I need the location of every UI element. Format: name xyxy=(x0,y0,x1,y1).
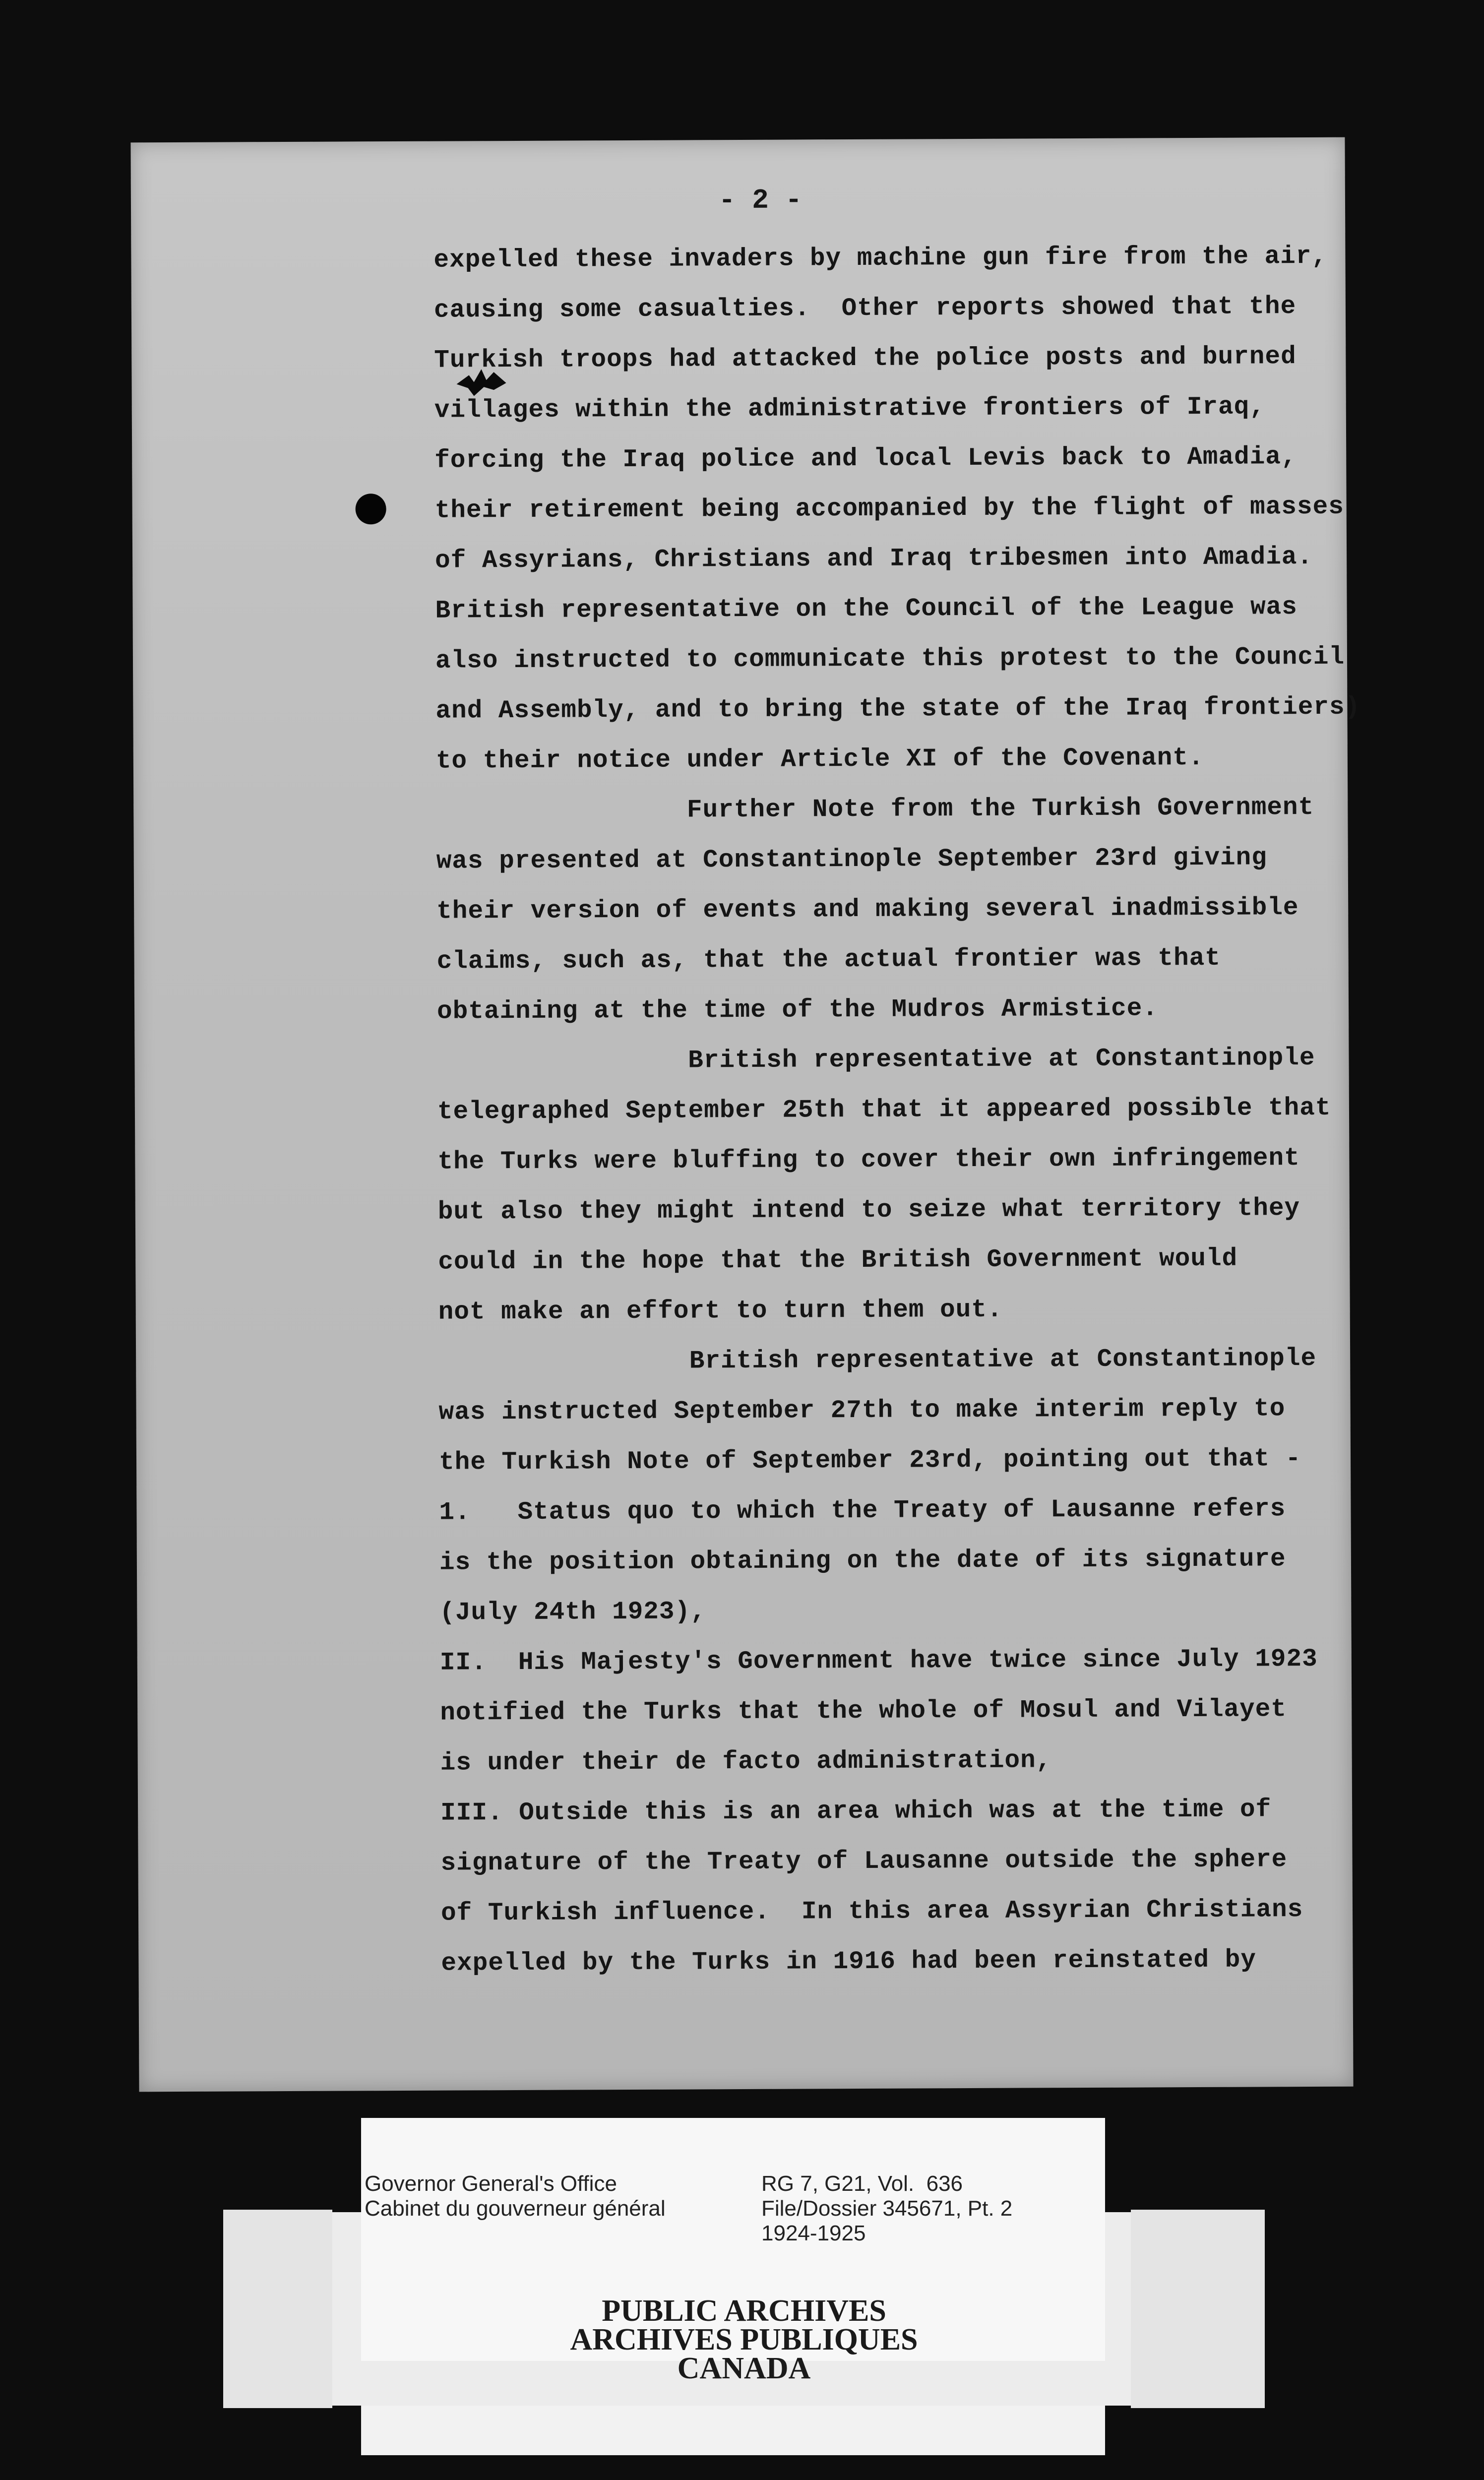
file-dossier-reference: File/Dossier 345671, Pt. 2 xyxy=(761,2196,1013,2221)
text-line: British representative at Constantinople xyxy=(437,1044,1315,1076)
record-group-reference: RG 7, G21, Vol. 636 xyxy=(761,2171,963,2196)
archives-stamp xyxy=(496,2296,992,2383)
text-line: their retirement being accompanied by the flight of masses xyxy=(434,493,1344,525)
text-line: 1. Status quo to which the Treaty of Lausanne refers xyxy=(439,1495,1286,1527)
text-line: villages within the administrative frontiers of Iraq, xyxy=(434,393,1265,425)
text-line: signature of the Treaty of Lausanne outside the sphere xyxy=(440,1846,1288,1878)
archive-label-tab-right xyxy=(1131,2210,1265,2408)
letter-body xyxy=(433,232,1361,1989)
text-line: II. His Majesty's Government have twice since July 1923 xyxy=(439,1645,1318,1677)
text-line: British representative at Constantinople xyxy=(438,1344,1317,1377)
text-line: Further Note from the Turkish Government xyxy=(436,793,1314,826)
text-line: not make an effort to turn them out. xyxy=(438,1296,1003,1327)
text-line: the Turkish Note of September 23rd, pointing out that - xyxy=(438,1445,1301,1477)
text-line: obtaining at the time of the Mudros Armistice. xyxy=(436,994,1159,1026)
page-number: - 2 - xyxy=(718,184,803,217)
text-line: British representative on the Council of the League was xyxy=(435,593,1298,625)
archive-label-bottom xyxy=(361,2406,1105,2455)
punch-hole xyxy=(356,494,386,524)
text-line: of Assyrians, Christians and Iraq tribesmen into Amadia. xyxy=(435,543,1313,575)
text-line: but also they might intend to seize what territory they xyxy=(437,1194,1300,1227)
text-line: and Assembly, and to bring the state of the Iraq frontiers) xyxy=(435,693,1361,726)
text-line: expelled these invaders by machine gun fire from the air, xyxy=(433,242,1328,275)
office-name-en: Governor General's Office xyxy=(365,2171,617,2196)
text-line: notified the Turks that the whole of Mosul and Vilayet xyxy=(440,1695,1287,1728)
text-line: is under their de facto administration, xyxy=(440,1746,1052,1778)
text-line: expelled by the Turks in 1916 had been reinstated by xyxy=(441,1946,1257,1978)
text-line: forcing the Iraq police and local Levis back to Amadia, xyxy=(434,443,1297,475)
archive-label-tab-left xyxy=(223,2210,332,2408)
text-line: Turkish troops had attacked the police posts and burned xyxy=(434,343,1297,375)
text-line: III. Outside this is an area which was at the time of xyxy=(440,1796,1272,1828)
text-line: the Turks were bluffing to cover their own infringement xyxy=(437,1144,1300,1177)
text-line: to their notice under Article XI of the Covenant. xyxy=(435,744,1204,776)
archives-country: CANADA xyxy=(677,2352,811,2385)
text-line: was instructed September 27th to make interim reply to xyxy=(438,1395,1286,1427)
date-range: 1924-1925 xyxy=(761,2221,866,2245)
text-line: is the position obtaining on the date of its signature xyxy=(439,1545,1286,1577)
text-line: was presented at Constantinople September 23rd giving xyxy=(436,844,1267,876)
text-line: of Turkish influence. In this area Assyrian Christians xyxy=(440,1896,1303,1928)
text-line: causing some casualties. Other reports showed that the xyxy=(433,293,1297,325)
archives-title-fr: ARCHIVES PUBLIQUES xyxy=(570,2323,918,2356)
text-line: their version of events and making several inadmissible xyxy=(436,894,1299,926)
document-page xyxy=(130,137,1361,2092)
text-line: claims, such as, that the actual frontier was that xyxy=(436,944,1221,976)
office-name-fr: Cabinet du gouverneur général xyxy=(365,2196,666,2221)
text-line: could in the hope that the British Government would xyxy=(438,1244,1238,1277)
archives-title-en: PUBLIC ARCHIVES xyxy=(602,2294,886,2328)
text-line: (July 24th 1923), xyxy=(439,1598,706,1627)
text-line: telegraphed September 25th that it appeared possible that xyxy=(437,1094,1331,1126)
text-line: also instructed to communicate this protest to the Council xyxy=(435,643,1345,676)
